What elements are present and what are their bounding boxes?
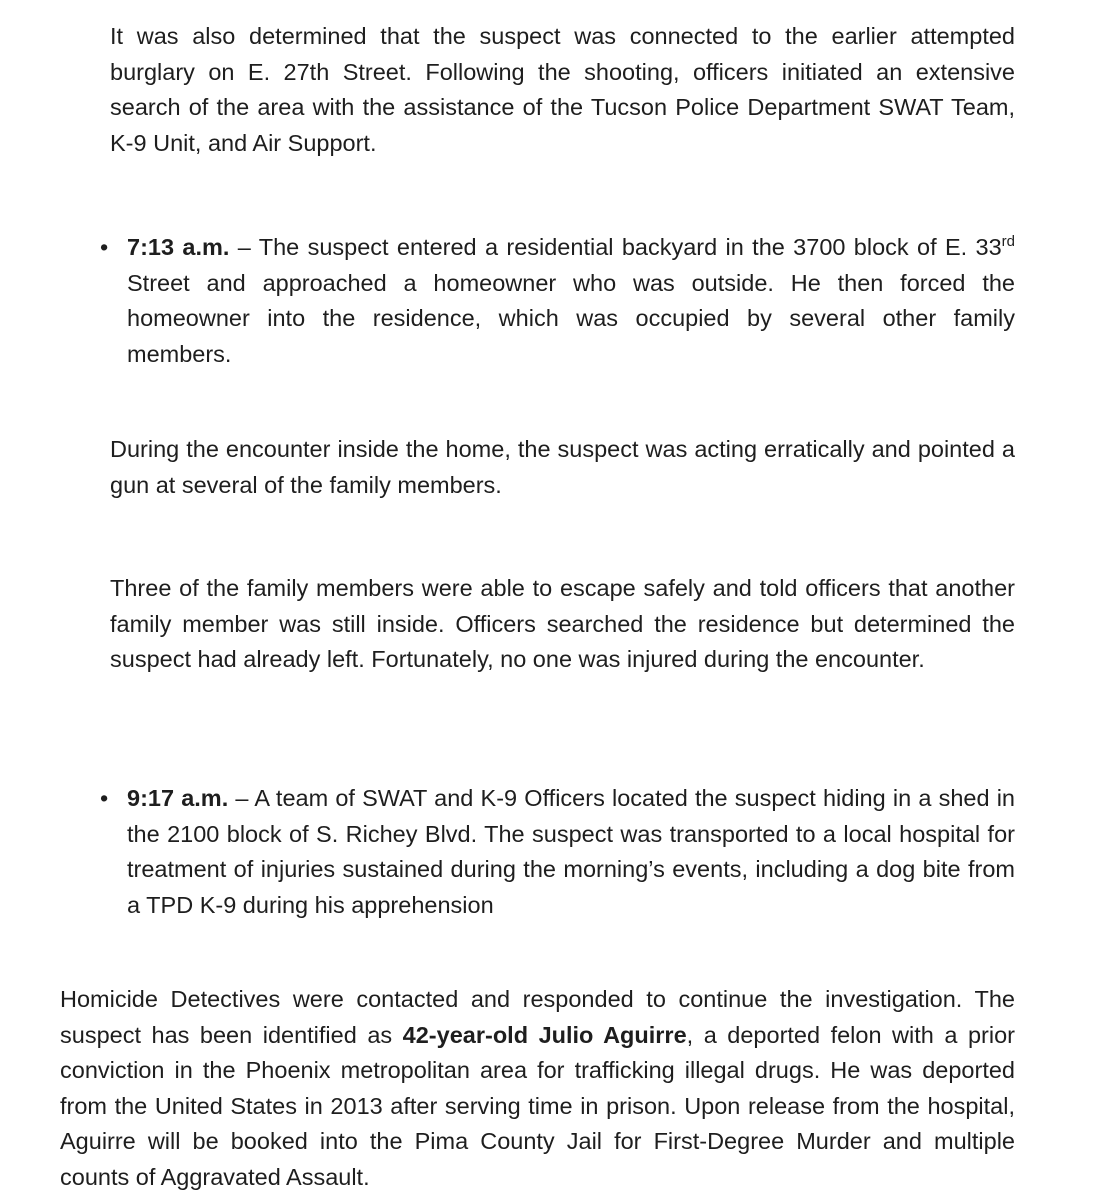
bullet-marker: • <box>100 785 109 811</box>
timeline-time-917: 9:17 a.m. <box>127 785 229 811</box>
paragraph-suspect-identification <box>60 982 1015 1195</box>
paragraph-search-details: It was also determined that the suspect was connected to the earlier attempted burglary on E. 27th Street. Following the shooting, officers initiated an extensive search of the area with the assistance of the Tucson Police Department SWAT Team, K-9 Unit, and Air Support. <box>110 23 1015 156</box>
timeline-item-917 <box>100 781 1016 923</box>
paragraph-encounter: During the encounter inside the home, the suspect was acting erratically and pointed a gun at several of the family members. <box>110 436 1015 498</box>
bullet-marker: • <box>100 234 109 260</box>
timeline-text-917: – A team of SWAT and K-9 Officers located the suspect hiding in a shed in the 2100 block of S. Richey Blvd. The suspect was transported to a local hospital for treatment of injuries sustained during the morning’s events, including a dog bite from a TPD K-9 during his apprehension <box>127 785 1016 918</box>
timeline-text-713-part1: – The suspect entered a residential backyard in the 3700 block of E. 33 <box>229 234 1002 260</box>
timeline-item-713 <box>100 230 1015 372</box>
timeline-item-917-text <box>127 781 1015 923</box>
suspect-text-part2: , a deported felon with a prior conviction in the Phoenix metropolitan area for trafficking illegal drugs. He was deported from the United States in 2013 after serving time in prison. Upon release from the hospital, Aguirre will be booked into the Pima County Jail for First-Degree Murder and multiple counts of Aggravated Assault. <box>60 1021 1015 1190</box>
suspect-text-part1: Homicide Detectives were contacted and responded to continue the investigation. The suspect has been identified as <box>60 986 1015 1048</box>
timeline-item-713-text <box>127 230 1015 372</box>
ordinal-superscript: rd <box>1001 233 1015 250</box>
paragraph-escape: Three of the family members were able to escape safely and told officers that another family member was still inside. Officers searched the residence but determined the suspect had already left. Fortunately, no one was injured during the encounter. <box>110 575 1015 672</box>
suspect-name: 42-year-old Julio Aguirre <box>402 1021 687 1048</box>
timeline-text-713-part2: Street and approached a homeowner who was outside. He then forced the homeowner into the residence, which was occupied by several other family members. <box>127 269 1015 367</box>
timeline-time-713: 7:13 a.m. <box>127 234 230 260</box>
